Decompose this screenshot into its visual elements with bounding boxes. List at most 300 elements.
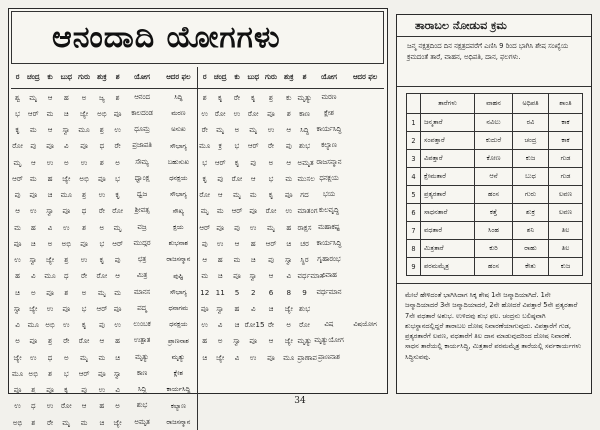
table-cell: ಹ	[63, 92, 69, 102]
table-cell: ರೋ15	[244, 320, 265, 330]
table-cell: ಭ	[15, 108, 21, 118]
table-cell	[346, 235, 384, 251]
table-cell	[198, 414, 211, 430]
table-cell: ರೇ	[81, 271, 88, 281]
table-cell: ಹ	[99, 401, 105, 411]
table-row	[11, 333, 384, 349]
table-cell: ವಿ	[217, 320, 223, 330]
table-cell: ಉ	[30, 352, 37, 362]
table-cell: ಆರ್	[27, 108, 39, 118]
column-header: ಯೋಗ	[312, 67, 347, 89]
table-cell: ಚಂದ್ರ	[513, 132, 549, 150]
table-cell: ಪು	[217, 173, 224, 183]
table-cell: ಪು	[30, 141, 37, 151]
table-cell	[211, 414, 229, 430]
table-cell: ಶ್ರ	[82, 190, 87, 200]
table-cell	[312, 300, 347, 316]
table-cell: ಕಾಕ	[549, 132, 583, 150]
table-cell	[346, 268, 384, 284]
table-cell: ಸ್ವಾ	[249, 271, 258, 281]
column-header: ಚಂದ್ರ	[24, 67, 42, 89]
tarabala-title: ತಾರಾಬಲ ನೋಡುವ ಕ್ರಮ	[397, 15, 591, 37]
tarabala-notes: ಮೇಲೆ ಹೇಳಿದಂತೆ ಭಾಗಿಸಿದಾಗ ಸಿಕ್ಕ ಶೇಷ 1ನೇ ಜನ್ಮಾದಿಯಾಗಿದೆ. 1ನೇ ಜನ್ಮಾದಿಯಾದರೆ 3ನೇ ಜನ್ಮಾದಿಯಾದರೆ, 2ನೇ ಹೋದರೆ ವಿಪತ್ತಾರೆ 5ನೇ ಪ್ರತ್ಯರತಾರೆ 7ನೇ ವಧತಾರೆ ಅಶುಭ. ಉಳಿದವು ಶುಭ ಫಲ. ಚಂದ್ರನು ಬಲಿಷ್ಠವಾಗಿ ಶುಭಸ್ಥಾನದಲ್ಲಿದ್ದರೆ ತಾರಾಬಲ ದೋಷ ನಿವಾರಣೆಯಾಗುವುದು. ವಿಪತ್ತಾರೆಗೆ ಗುಡ, ಪ್ರತ್ಯರತಾರೆಗೆ ಲವಣ, ವಧತಾರೆಗೆ ತಿಲ ದಾನ ಮಾಡುವುದರಿಂದ ದೋಷ ನಿವಾರಣೆ. ಸಾಧನ ತಾರೆಯಲ್ಲಿ ಕಾರ್ಯಸಿದ್ಧಿ, ಮಿತ್ರತಾರೆ ಪರಮಮೈತ್ರ ತಾರೆಯಲ್ಲಿ ಸರ್ವಕಾರ್ಯಗಳು ಸಿದ್ಧಿಸುವವು.	[397, 283, 591, 362]
table-cell: ಆ	[15, 206, 20, 216]
table-cell	[346, 365, 384, 381]
table-cell: ಮೃ	[216, 125, 225, 135]
table-cell: ಛತ್ರ	[137, 255, 147, 264]
table-cell: ಕು	[286, 92, 292, 102]
table-cell: ಕ್ರ	[218, 141, 223, 151]
table-cell: ಆ	[115, 271, 121, 281]
table-cell: ಮೃತ್ಯು	[171, 352, 186, 361]
table-cell	[262, 365, 280, 381]
table-cell: ಅ	[63, 352, 69, 362]
table-cell: ಅಭಿ	[45, 320, 55, 330]
table-cell: ರೇ	[114, 141, 121, 151]
table-cell: ಪೂ	[249, 206, 258, 216]
table-cell: ಸ್ವಾ	[233, 336, 241, 346]
table-cell: ಅ	[47, 238, 53, 248]
table-cell: ಕುದುರೆ	[475, 132, 513, 150]
table-row	[407, 168, 583, 186]
table-cell: ಕಾರ್ಯಸಿದ್ಧಿ	[316, 125, 342, 134]
table-cell: ಆರ್	[12, 173, 24, 183]
table-cell: ವಿ	[15, 320, 20, 330]
table-cell: ಭ	[234, 141, 240, 151]
table-cell: ಅಮೃತ	[134, 417, 150, 426]
table-cell: ಮೂ	[11, 368, 24, 378]
table-cell: ಮ	[98, 352, 106, 362]
table-cell	[346, 203, 384, 219]
table-cell: ಗುರು	[513, 186, 549, 204]
table-cell: ರೋ	[299, 320, 310, 330]
table-cell	[245, 365, 262, 381]
table-cell	[346, 89, 384, 106]
table-cell: ಮ	[114, 287, 122, 297]
table-cell: ಆ	[30, 157, 36, 167]
table-cell	[346, 284, 384, 300]
table-cell: ಕೃ	[268, 190, 274, 200]
table-cell: ಕೇತು	[513, 258, 549, 276]
table-cell: ಆ	[47, 92, 53, 102]
table-cell: ಚಿ	[234, 320, 240, 330]
table-cell: ಪೂ	[29, 336, 38, 346]
table-cell: ಪೂ	[62, 303, 71, 313]
table-cell: ಸಿದ್ಧಿ	[137, 385, 147, 394]
table-cell: ಅ	[63, 157, 69, 167]
table-cell: ಪೂ	[267, 108, 275, 118]
table-cell: ಮುಸಲ	[297, 173, 316, 183]
table-cell: ಕ್ಷಯ	[173, 222, 184, 231]
tarabala-intro: ಜನ್ಮ ನಕ್ಷತ್ರದಿಂದ ದಿನ ನಕ್ಷತ್ರದವರೆಗೆ ಎಣಿಸಿ 9 ರಿಂದ ಭಾಗಿಸಿ ಶೇಷ ಸಂಖ್ಯೆಯ ಕ್ರಮದಂತೆ ತಾರೆ, ವಾಹನ, ಅಧಿಪತಿ, ದಾನ, ಫಲಗಳು.	[397, 37, 591, 87]
table-cell: ಆನಂದ	[134, 92, 150, 101]
table-cell: ಮೃ	[97, 287, 106, 297]
table-cell: ಅಭಿ	[61, 238, 72, 248]
table-cell: ಮೃ	[29, 92, 38, 102]
table-cell: ಅಭಿ	[97, 108, 107, 118]
table-cell: ಪು	[250, 157, 257, 167]
table-cell	[346, 300, 384, 316]
table-cell: ಸ್ವಾ	[216, 303, 225, 313]
table-cell: ಕುರಿ	[475, 240, 513, 258]
column-header: ಆದರ ಫಲ	[159, 67, 198, 89]
table-cell: ರವಿ	[513, 114, 549, 132]
table-cell: ಹ	[286, 222, 292, 232]
table-cell: 5	[407, 186, 421, 204]
column-header: ಶುಕ್ರ	[93, 67, 110, 89]
table-cell: 4	[407, 168, 421, 186]
table-cell: ಆರ್	[231, 206, 243, 216]
table-cell: ಚಿ	[115, 352, 121, 362]
table-cell: ಕ್ಲೇಶ	[173, 369, 184, 378]
table-cell: ಜ್ಯೇ	[13, 352, 22, 362]
table-cell: ಚಿ	[217, 271, 223, 281]
table-cell: ಕ್ಲೇಶ	[324, 108, 334, 117]
table-cell: ಮೃ	[232, 190, 242, 200]
table-row	[407, 258, 583, 276]
table-cell	[229, 414, 244, 430]
table-cell: ಜ್ಯೇ	[113, 417, 122, 427]
table-cell: 3	[407, 150, 421, 168]
table-cell: ಹ	[217, 255, 223, 265]
table-cell	[346, 105, 384, 121]
table-cell: ಪೂ	[216, 222, 225, 232]
table-cell	[346, 219, 384, 235]
table-cell: 6	[268, 287, 274, 297]
table-cell: ಆರ್	[112, 238, 124, 248]
table-cell: ಕೃ	[250, 92, 256, 102]
table-cell: ಆ	[286, 125, 292, 135]
table-cell: ಪೂ	[46, 141, 54, 151]
table-cell: ಬಹುಸುಖ	[167, 157, 189, 166]
table-cell: 2	[407, 132, 421, 150]
table-cell: ಪೂ	[113, 108, 122, 118]
table-cell: ಚಿ	[268, 303, 274, 313]
table-cell: ಆ	[47, 125, 53, 135]
table-cell: ಶ	[286, 108, 291, 118]
table-cell: ಹ	[234, 303, 240, 313]
table-cell: ಧೂಮ್ರ	[134, 125, 150, 134]
column-header: ಕು	[229, 67, 244, 89]
table-row	[11, 89, 384, 106]
table-cell: ವಿ	[234, 352, 240, 362]
table-cell: ರೇ	[98, 206, 105, 216]
column-header: ಬುಧ	[245, 67, 262, 89]
table-cell: ಕೃ	[15, 125, 20, 135]
table-cell: ವಿಷ	[324, 320, 334, 329]
table-row	[11, 235, 384, 251]
table-cell: ಕುಜ	[513, 150, 549, 168]
table-cell: ಪೂ	[233, 271, 241, 281]
table-cell: ಲವಣ	[549, 204, 583, 222]
table-cell: ಕೃ	[99, 255, 105, 265]
table-cell: ರಾಹು	[513, 240, 549, 258]
table-cell: ಧ	[31, 401, 36, 411]
table-cell: ಮೂ	[283, 352, 295, 362]
table-cell: 12	[198, 284, 211, 300]
table-cell	[346, 138, 384, 154]
column-header: ಶುಕ್ರ	[280, 67, 297, 89]
table-cell: ಸೌಮ್ಯ	[135, 157, 149, 166]
table-cell: 11	[215, 287, 225, 297]
table-cell: ಪೂ	[46, 385, 54, 395]
table-cell	[346, 349, 384, 365]
table-cell	[346, 170, 384, 186]
table-cell: ಆ	[81, 401, 87, 411]
table-cell: ಉ	[233, 108, 241, 118]
yoga-table	[11, 67, 384, 430]
table-cell: ಉ	[14, 401, 21, 411]
table-cell: ಪು	[268, 255, 274, 265]
table-cell: ಗೃಹಾರಂಭ	[317, 255, 341, 264]
table-row	[407, 240, 583, 258]
table-cell: ಹ	[15, 271, 21, 281]
table-cell: ಸಿದ್ಧಿ	[300, 125, 310, 135]
tara-name: ಸಾಧನತಾರೆ	[421, 204, 475, 222]
table-cell: ರೇ	[267, 320, 275, 330]
table-cell: ಅ	[99, 222, 105, 232]
table-cell: ಮೃ	[13, 157, 22, 167]
table-cell: ಶ್ರ	[47, 336, 53, 346]
table-cell: ಪು	[98, 320, 105, 330]
table-cell: ಜ್ಯೇ	[29, 303, 38, 313]
table-cell: ಶುಭ	[136, 401, 148, 410]
table-cell: ಆರ್	[265, 238, 277, 248]
table-cell: ಕೃ	[198, 170, 211, 186]
table-cell: ಮಿತ್ರ	[136, 271, 148, 280]
table-cell: ಮೂ	[27, 320, 40, 330]
table-cell: ಸಿಂಹ	[475, 222, 513, 240]
table-cell: ಉ	[63, 222, 70, 232]
table-cell: ಕಾಣ	[136, 368, 148, 377]
table-cell: ಉ	[285, 206, 293, 216]
table-cell: ಶ್ರ	[64, 255, 69, 265]
table-cell: ಭ	[81, 303, 87, 313]
table-cell: ಮ	[249, 190, 257, 200]
table-cell: ರಾಜಸನ್ಮಾನ	[316, 157, 342, 166]
table-cell: 1	[407, 114, 421, 132]
table-cell: ಕುಜ	[549, 258, 583, 276]
table-cell: ಉ	[98, 385, 106, 395]
column-header: ಅಧಿಪತಿ	[513, 94, 549, 114]
table-cell: ಪು	[14, 190, 21, 200]
table-row	[11, 252, 384, 268]
table-cell: ಮಾನಸ	[133, 287, 151, 296]
table-cell	[229, 365, 244, 381]
table-row	[407, 132, 583, 150]
table-cell: ಧನಕ್ಷಯ	[169, 174, 188, 183]
table-cell: ಸ್ವಾ	[62, 125, 71, 135]
table-cell: ಮ	[29, 125, 37, 135]
table-cell: ಆ	[250, 173, 256, 183]
table-cell: ಸ್ವಾ	[113, 368, 122, 378]
table-cell: ಉ	[46, 401, 54, 411]
table-cell: ಆರ್	[96, 303, 108, 313]
table-cell	[280, 414, 297, 430]
table-cell: ಉ	[249, 222, 257, 232]
tara-name: ಸಂಪತ್ತಾರೆ	[421, 132, 475, 150]
table-cell: ರೇ	[63, 336, 70, 346]
table-cell: ಚಿ	[47, 190, 53, 200]
table-cell: ಸೌಖ್ಯ	[172, 206, 185, 215]
table-cell: ಕಾಣ	[299, 108, 310, 118]
table-cell: ಆ	[268, 336, 274, 346]
tara-name: ಪ್ರತ್ಯರತಾರೆ	[421, 186, 475, 204]
tara-name: ಜನ್ಮತಾರೆ	[421, 114, 475, 132]
table-cell: ಉ	[46, 157, 54, 167]
table-row	[11, 414, 384, 430]
table-cell: 9	[302, 287, 307, 297]
table-row	[11, 122, 384, 138]
table-cell	[297, 365, 311, 381]
table-cell: ರೇ	[47, 417, 54, 427]
table-cell: ಅ	[268, 157, 274, 167]
table-cell: ಆರ್	[214, 157, 226, 167]
table-cell: ಮೃ	[113, 222, 122, 232]
table-cell: ಅ	[115, 157, 121, 167]
table-cell	[297, 414, 311, 430]
column-header: ಗುರು	[262, 67, 280, 89]
table-cell: ಪೂ	[113, 303, 122, 313]
table-cell: ಧ್ವಜ	[136, 190, 148, 199]
table-cell: ಪು	[81, 385, 88, 395]
table-cell: ಮೂ	[44, 271, 56, 281]
column-header	[407, 94, 421, 114]
table-cell: ಮ	[285, 173, 293, 183]
table-cell: ಉ	[198, 317, 211, 333]
table-cell: ಸ್ವಾ	[29, 255, 38, 265]
table-cell: ಆರ್	[247, 141, 259, 151]
table-cell: ಪು	[114, 255, 121, 265]
table-cell: ಪೂ	[80, 238, 88, 248]
table-cell: ಮ	[198, 268, 211, 284]
table-cell: ಅ	[115, 401, 121, 411]
table-cell: ಮೃತ್ಯುಯೋಗ	[314, 336, 344, 345]
table-cell: ಆನೆ	[475, 168, 513, 186]
table-cell: ಮೃ	[62, 417, 71, 427]
table-row	[11, 219, 384, 235]
table-cell: ಮಾತಂಗ	[297, 206, 318, 216]
tara-name: ಮಿತ್ರತಾರೆ	[421, 240, 475, 258]
table-cell: ಪೂ	[249, 336, 258, 346]
table-cell: ತಿಲ	[549, 222, 583, 240]
table-cell: ಶುಭ	[298, 141, 311, 151]
table-cell: ರೋ	[198, 187, 211, 203]
column-header: ಶ	[111, 67, 125, 89]
table-cell: ಮೂ	[198, 138, 211, 154]
table-cell: 9	[407, 258, 421, 276]
table-row	[11, 105, 384, 121]
table-cell: ಕಾರ್ಯಸಿದ್ಧಿ	[166, 385, 191, 394]
table-cell: ವರ್ಧಮಾನ	[297, 271, 324, 281]
table-cell: ಉ	[80, 255, 88, 265]
table-cell: ಶುಭನಾಶ	[168, 239, 189, 248]
table-cell: ರೋ	[265, 206, 277, 216]
table-cell: ಉ	[46, 303, 54, 313]
table-cell: ಶ	[48, 368, 53, 378]
table-cell: ಅ	[15, 336, 20, 346]
table-cell: ಮೃ	[249, 125, 258, 135]
table-cell: ಚಿ	[15, 287, 21, 297]
page-number: 34	[294, 396, 306, 406]
table-cell	[262, 414, 280, 430]
table-cell: ಗದ	[300, 190, 309, 200]
table-cell: ಕುಲವೃದ್ಧಿ	[318, 206, 340, 215]
table-cell: ಉ	[216, 238, 224, 248]
table-cell: ಧ್ವಾಂಕ್ಷ	[134, 173, 150, 182]
table-cell: ಭ	[115, 173, 121, 183]
table-cell: ಮ	[80, 417, 88, 427]
table-cell: ಭ	[198, 154, 211, 170]
table-cell: ಲವಣ	[549, 186, 583, 204]
table-cell: ಮರಣ	[321, 92, 337, 101]
table-cell: 8	[286, 287, 292, 297]
table-cell	[312, 414, 347, 430]
table-cell: ಶ್ವ	[14, 92, 21, 102]
column-header: ಆದರ ಫಲ	[346, 67, 384, 89]
table-cell: ಚಿ	[99, 417, 105, 427]
table-cell: ರೇ	[198, 122, 211, 138]
table-cell: ಆ	[234, 238, 240, 248]
table-cell: ಪೂ	[46, 287, 54, 297]
table-cell: 5	[234, 287, 240, 297]
table-cell: ಭಯ	[322, 190, 335, 199]
table-cell: ರಾಜಸನ್ಮಾನ	[166, 255, 191, 264]
table-cell: ಭ	[63, 368, 69, 378]
table-cell: ಮುದ್ಗರ	[133, 238, 151, 247]
table-cell: ಪ್ರಾಣಾಪ	[297, 352, 317, 362]
table-cell: ಚಿ	[198, 349, 211, 365]
table-cell: ನವಿಲು	[475, 114, 513, 132]
table-cell: ಪ್ರಾಣನಾಶ	[318, 352, 340, 361]
table-cell: ಉ	[267, 125, 275, 135]
table-cell: ಧನಕ್ಷಯ	[319, 173, 339, 182]
table-cell: ಶುಕ್ರ	[513, 204, 549, 222]
table-cell: 7	[407, 222, 421, 240]
table-cell: ಪೂ	[98, 173, 106, 183]
table-cell: ಸ್ಥಿರ	[300, 255, 309, 265]
table-cell	[346, 252, 384, 268]
table-cell	[346, 333, 384, 349]
table-cell: ಪ್ರಜಾಪತಿ	[132, 141, 152, 150]
table-cell: 8	[407, 240, 421, 258]
table-cell: ಕೃ	[217, 92, 223, 102]
table-cell: ಹಂಸ	[475, 258, 513, 276]
table-cell: ಶ	[64, 287, 69, 297]
table-cell: ಗುಡ	[549, 168, 583, 186]
table-cell: ಭ	[99, 238, 105, 248]
table-cell: ಜ್ಯೇ	[46, 255, 55, 265]
tara-name: ಪರಮಮೈತ್ರ	[421, 258, 475, 276]
table-cell: 6	[407, 204, 421, 222]
table-cell: ಕೃ	[64, 385, 69, 395]
table-cell: ಧನಕ್ಷಯ	[169, 320, 188, 329]
table-cell: ಆರ್	[198, 219, 211, 235]
table-cell: ಕಲ್ಯಾಣ	[170, 401, 186, 410]
table-cell: ಪ್ರಾಣನಾಶ	[167, 336, 189, 345]
column-header: ಕು	[42, 67, 57, 89]
table-cell: ರೋ	[96, 271, 108, 281]
table-cell: ಕಾಲದಂಡ	[131, 108, 153, 117]
table-cell: ಹಂಸ	[475, 186, 513, 204]
table-cell: ಅಮೃತ	[297, 157, 314, 167]
table-cell: ಜ್ಯೇ	[62, 173, 71, 183]
table-cell: ಪೂ	[29, 190, 38, 200]
table-cell: ಉ	[80, 157, 88, 167]
table-cell: ಕೃ	[234, 157, 240, 167]
table-cell: ಮೃತ್ಯು	[297, 92, 313, 102]
table-cell: ಮೃ	[80, 352, 89, 362]
